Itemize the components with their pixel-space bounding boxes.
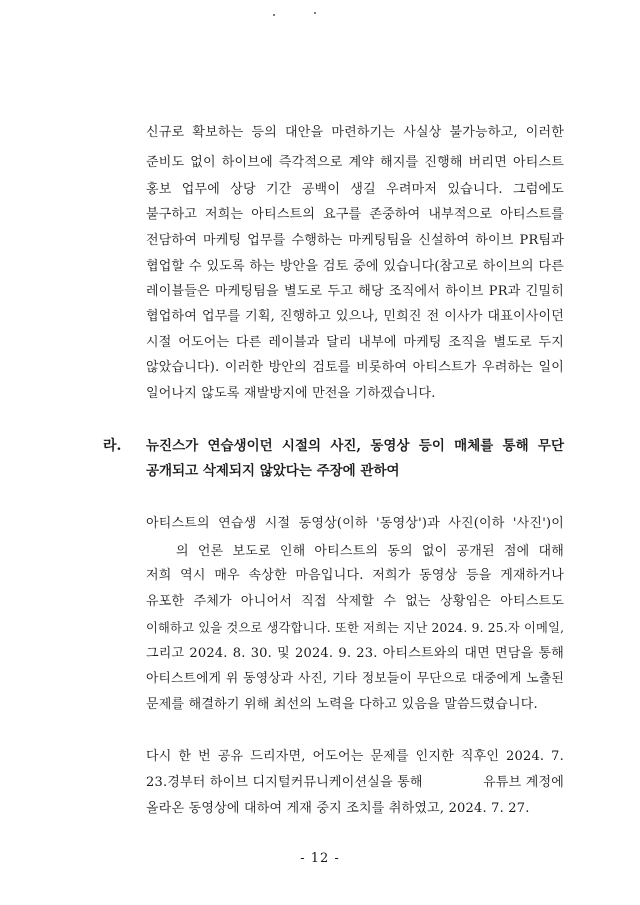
text-line: 저희 역시 매우 속상한 마음입니다. 저희가 동영상 등을 게재하거나 [146,568,564,583]
text-line: 아티스트에게 위 동영상과 사진, 기타 정보들이 무단으로 대중에게 노출된 [146,671,564,686]
text-line: 올라온 동영상에 대하여 게재 중지 조치를 취하였고, 2024. 7. 27. [146,801,530,816]
text-line: 그리고 2024. 8. 30. 및 2024. 9. 23. 아티스트와의 대면 면담을 통해 [146,646,564,661]
section-marker: 라. [103,438,122,454]
text-line: 유포한 주체가 아니어서 직접 삭제할 수 없는 상황임은 아티스트도 [146,594,564,609]
text-line: 문제를 해결하기 위해 최선의 노력을 다하고 있음을 말씀드렸습니다. [146,697,538,712]
text-line: 신규로 확보하는 등의 대안을 마련하기는 사실상 불가능하고, 이러한 [146,125,564,140]
text-line: 23.경부터 하이브 디지털커뮤니케이션실을 통해 [146,775,423,790]
scan-speck [273,14,275,16]
text-line: 홍보 업무에 상당 기간 공백이 생길 우려마저 있습니다. 그럼에도 [146,182,564,197]
heading-line: 공개되고 삭제되지 않았다는 주장에 관하여 [146,463,400,479]
heading-line: 뉴진스가 연습생이던 시절의 사진, 동영상 등이 매체를 통해 무단 [146,438,564,454]
text-line: 일어나지 않도록 재발방지에 만전을 기하겠습니다. [146,386,436,401]
text-line: 불구하고 저희는 아티스트의 요구를 존중하여 내부적으로 아티스트를 [146,207,564,222]
text-line: 협업할 수 있도록 하는 방안을 검토 중에 있습니다(참고로 하이브의 다른 [146,259,564,274]
text-line: 레이블들은 마케팅팀을 별도로 두고 해당 조직에서 하이브 PR과 긴밀히 [146,284,564,299]
page-number: - 12 - [300,851,340,866]
scan-speck [314,12,316,14]
text-line: 아티스트의 연습생 시절 동영상(이하 '동영상')과 사진(이하 '사진')이 [146,516,564,531]
text-line: 전담하여 마케팅 업무를 수행하는 마케팅팀을 신설하여 하이브 PR팀과 [146,233,564,248]
text-line: 시절 어도어는 다른 레이블과 달리 내부에 마케팅 조직을 별도로 두지 [146,335,564,350]
text-line: 다시 한 번 공유 드리자면, 어도어는 문제를 인지한 직후인 2024. 7. [146,749,564,764]
text-line: 협업하여 업무를 기획, 진행하고 있으나, 민희진 전 이사가 대표이사이던 [146,309,564,324]
text-line: 준비도 없이 하이브에 즉각적으로 계약 해지를 진행해 버리면 아티스트 [146,155,564,170]
text-line: 유튜브 계정에 [483,775,564,790]
text-line: 이해하고 있을 것으로 생각합니다. 또한 저희는 지난 2024. 9. 25.자 이메일, [146,621,565,635]
text-line: 않았습니다). 이러한 방안의 검토를 비롯하여 아티스트가 우려하는 일이 [146,360,564,375]
text-line: 의 언론 보도로 인해 아티스트의 동의 없이 공개된 점에 대해 [176,544,564,559]
scan-specks [0,12,640,20]
